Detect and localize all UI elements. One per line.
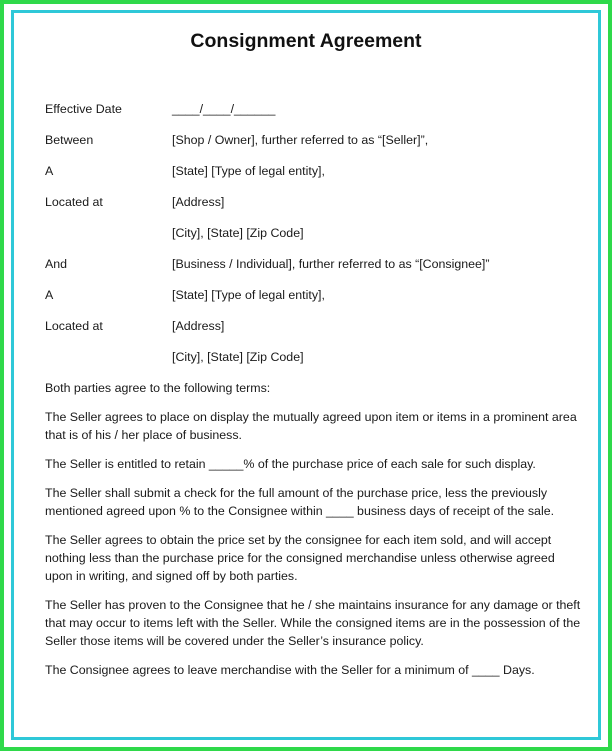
field-value: [State] [Type of legal entity], [172,288,325,302]
field-value: [Address] [172,195,225,209]
field-value: [State] [Type of legal entity], [172,164,325,178]
field-label: Effective Date [45,102,122,116]
term-paragraph-retain: The Seller is entitled to retain _____% of the purchase price of each sale for such display. [45,457,536,471]
field-label: And [45,257,68,271]
field-row-consignee-entity [45,288,585,319]
field-row-seller-city [45,226,585,257]
field-value: ____/____/______ [172,102,276,116]
field-row-seller-address [45,195,585,226]
field-row-consignee-city [45,350,585,381]
document-body [45,102,585,690]
document-title: Consignment Agreement [190,30,422,52]
term-paragraph-minimum: The Consignee agrees to leave merchandise with the Seller for a minimum of ____ Days. [45,663,535,677]
terms-intro: Both parties agree to the following terms: [45,381,271,395]
field-label: A [45,288,54,302]
field-value: [Address] [172,319,225,333]
term-paragraph-insurance: The Seller has proven to the Consignee that he / she maintains insurance for any damage or theft that may occur to items left with the Seller. While the consigned items are in the possession of the Seller those items will be covered under the Seller’s insurance policy. [45,598,581,648]
term-paragraph-display: The Seller agrees to place on display the mutually agreed upon item or items in a prominent area that is of his / her place of business. [45,410,577,442]
field-row-consignee-address [45,319,585,350]
field-row-seller-entity [45,164,585,195]
field-row-effective-date [45,102,585,133]
field-label: Between [45,133,94,147]
field-value: [City], [State] [Zip Code] [172,226,304,240]
field-row-between [45,133,585,164]
term-paragraph-price: The Seller agrees to obtain the price set by the consignee for each item sold, and will accept nothing less than the purchase price for the consigned merchandise unless otherwise agreed upon in writing, and signed off by both parties. [45,533,555,583]
field-value: [City], [State] [Zip Code] [172,350,304,364]
field-row-and [45,257,585,288]
field-label: Located at [45,195,103,209]
field-value: [Shop / Owner], further referred to as “[Seller]”, [172,133,429,147]
field-value: [Business / Individual], further referred to as “[Consignee]” [172,257,490,271]
field-label: Located at [45,319,103,333]
field-label: A [45,164,54,178]
term-paragraph-check: The Seller shall submit a check for the full amount of the purchase price, less the previously mentioned agreed upon % to the Consignee within ____ business days of receipt of the sale. [45,486,555,518]
